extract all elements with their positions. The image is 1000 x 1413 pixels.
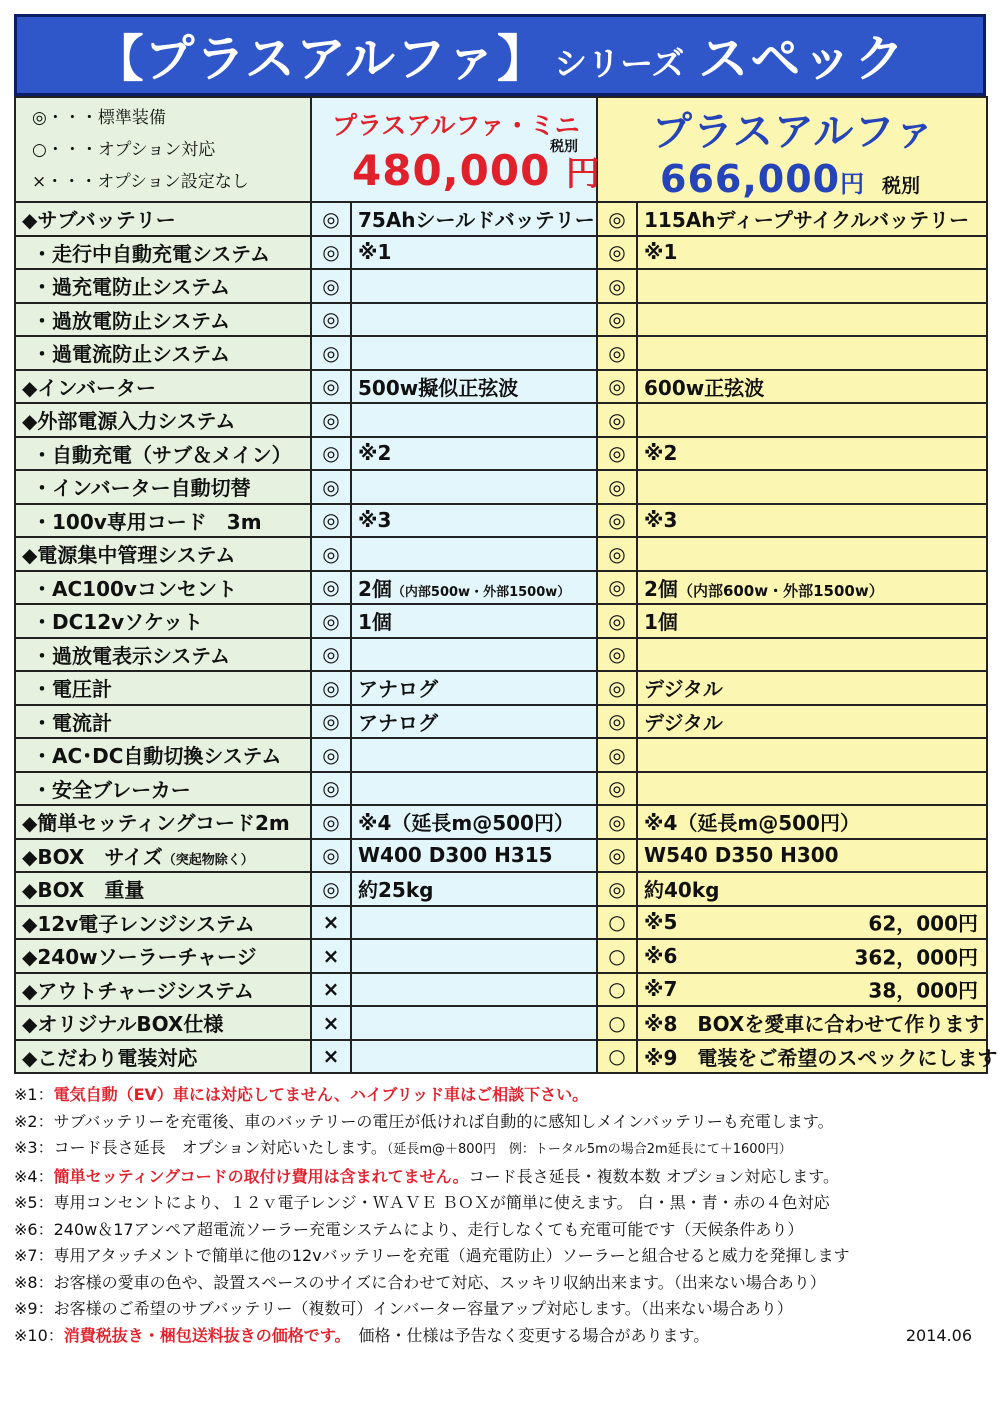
- mini-mark: ◎: [311, 671, 351, 705]
- spec-sheet: [14, 14, 998, 1349]
- mini-value: 2個（内部500w・外部1500w）: [351, 571, 597, 605]
- table-row: [15, 738, 987, 772]
- mini-mark: ◎: [311, 772, 351, 806]
- mini-mark: ◎: [311, 269, 351, 303]
- mini-mark: ◎: [311, 738, 351, 772]
- mini-value: [351, 906, 597, 940]
- alpha-value: [637, 537, 987, 571]
- mini-mark: ◎: [311, 638, 351, 672]
- alpha-mark: ◎: [597, 236, 637, 270]
- legend-option: ○・・・オプション対応: [32, 140, 216, 160]
- row-label: ・インバーター自動切替: [15, 470, 311, 504]
- alpha-value: デジタル: [637, 705, 987, 739]
- table-row: [15, 370, 987, 404]
- alpha-tax: 税別: [882, 175, 921, 197]
- issue-date: 2014.06: [905, 1325, 972, 1345]
- alpha-value: [637, 638, 987, 672]
- alpha-mark: ◎: [597, 437, 637, 471]
- row-label: ◆インバーター: [15, 370, 311, 404]
- mini-mark: ◎: [311, 537, 351, 571]
- alpha-price: 666,000円: [660, 157, 866, 201]
- table-row: [15, 772, 987, 806]
- alpha-value: 2個（内部600w・外部1500w）: [637, 571, 987, 605]
- table-row: [15, 906, 987, 940]
- alpha-value: [637, 336, 987, 370]
- alpha-mark: ◎: [597, 571, 637, 605]
- row-label: ◆外部電源入力システム: [15, 403, 311, 437]
- mini-mark: ◎: [311, 839, 351, 873]
- row-label: ・DC12vソケット: [15, 604, 311, 638]
- row-label: ◆アウトチャージシステム: [15, 973, 311, 1007]
- legend-standard: ◎・・・標準装備: [32, 108, 166, 128]
- table-row: [15, 403, 987, 437]
- page-title: [14, 14, 986, 96]
- row-label: ・過充電防止システム: [15, 269, 311, 303]
- alpha-value: [637, 470, 987, 504]
- footnote: ※10：消費税抜き・梱包送料抜きの価格です。 価格・仕様は予告なく変更する場合があります。 2014.06: [14, 1323, 986, 1350]
- alpha-value: ※2: [637, 437, 987, 471]
- footnote: ※4：簡単セッティングコードの取付け費用は含まれてません。コード長さ延長・複数本数 オプション対応します。: [14, 1166, 840, 1186]
- mini-mark: ◎: [311, 370, 351, 404]
- table-row: [15, 470, 987, 504]
- mini-mark: ◎: [311, 470, 351, 504]
- row-label: ◆簡単セッティングコード2m: [15, 805, 311, 839]
- title-sub: シリーズ: [554, 43, 685, 83]
- row-label: ◆オリジナルBOX仕様: [15, 1006, 311, 1040]
- row-label: ・電圧計: [15, 671, 311, 705]
- alpha-value: [637, 403, 987, 437]
- alpha-value: ※7 38，000円: [637, 973, 987, 1007]
- alpha-mark: ○: [597, 939, 637, 973]
- alpha-mark: ◎: [597, 705, 637, 739]
- mini-mark: ◎: [311, 571, 351, 605]
- mini-mark: ×: [311, 1006, 351, 1040]
- alpha-mark: ◎: [597, 872, 637, 906]
- footnote: ※9：お客様のご希望のサブバッテリー（複数可）インバーター容量アップ対応します。（出来ない場合あり）: [14, 1299, 793, 1318]
- alpha-value: ※9 電装をご希望のスペックにします: [637, 1040, 987, 1074]
- table-row: [15, 336, 987, 370]
- mini-value: 75Ahシールドバッテリー: [351, 202, 597, 236]
- alpha-mark: ○: [597, 1040, 637, 1074]
- alpha-value: [637, 772, 987, 806]
- option-price: 38，000円: [868, 978, 979, 1003]
- mini-value: [351, 403, 597, 437]
- row-label: ・過放電表示システム: [15, 638, 311, 672]
- row-label: ・100v専用コード 3m: [15, 504, 311, 538]
- mini-value: ※2: [351, 437, 597, 471]
- row-label: ◆12v電子レンジシステム: [15, 906, 311, 940]
- table-row: [15, 1040, 987, 1074]
- table-row: [15, 638, 987, 672]
- alpha-mark: ◎: [597, 336, 637, 370]
- footnote: ※2：サブバッテリーを充電後、車のバッテリーの電圧が低ければ自動的に感知しメインバッテリーも充電します。: [14, 1111, 834, 1131]
- alpha-mark: ◎: [597, 470, 637, 504]
- alpha-value: [637, 269, 987, 303]
- row-label: ・安全ブレーカー: [15, 772, 311, 806]
- alpha-value: ※5 62，000円: [637, 906, 987, 940]
- row-label: ・自動充電（サブ＆メイン）: [15, 437, 311, 471]
- mini-value: [351, 303, 597, 337]
- spec-table: [14, 96, 998, 1074]
- mini-mark: ◎: [311, 604, 351, 638]
- mini-tax: 税別: [550, 139, 579, 155]
- mini-value: [351, 939, 597, 973]
- mini-value: [351, 537, 597, 571]
- table-row: [15, 805, 987, 839]
- alpha-header: [597, 97, 987, 202]
- table-row: [15, 303, 987, 337]
- option-price: 62，000円: [868, 911, 979, 936]
- alpha-value: 600w正弦波: [637, 370, 987, 404]
- table-row: [15, 705, 987, 739]
- mini-mark: ◎: [311, 403, 351, 437]
- legend-cell: [15, 97, 311, 202]
- footnote: ※8：お客様の愛車の色や、設置スペースのサイズに合わせて対応、スッキリ収納出来ます。（出来ない場合あり）: [14, 1272, 826, 1292]
- row-label: ◆BOX サイズ（突起物除く）: [15, 839, 311, 873]
- mini-value: [351, 973, 597, 1007]
- table-row: [15, 571, 987, 605]
- mini-value: W400 D300 H315: [351, 839, 597, 873]
- title-end: スペック: [698, 30, 907, 88]
- table-row: [15, 269, 987, 303]
- table-row: [15, 604, 987, 638]
- mini-price: 480,000 円: [352, 146, 601, 195]
- mini-value: 1個: [351, 604, 597, 638]
- mini-value: アナログ: [351, 705, 597, 739]
- alpha-value: 約40kg: [637, 872, 987, 906]
- mini-value: ※4（延長m@500円）: [351, 805, 597, 839]
- mini-value: [351, 1040, 597, 1074]
- table-row: [15, 236, 987, 270]
- row-label: ・AC･DC自動切換システム: [15, 738, 311, 772]
- mini-name: プラスアルファ・ミニ: [332, 111, 580, 140]
- mini-value: [351, 638, 597, 672]
- option-price: 362，000円: [854, 945, 979, 970]
- row-label: ◆こだわり電装対応: [15, 1040, 311, 1074]
- alpha-mark: ◎: [597, 370, 637, 404]
- mini-value: [351, 738, 597, 772]
- row-label: ・過放電防止システム: [15, 303, 311, 337]
- mini-value: [351, 269, 597, 303]
- alpha-mark: ◎: [597, 202, 637, 236]
- alpha-mark: ◎: [597, 772, 637, 806]
- mini-mark: ◎: [311, 705, 351, 739]
- table-row: [15, 437, 987, 471]
- mini-value: ※3: [351, 504, 597, 538]
- alpha-mark: ◎: [597, 604, 637, 638]
- table-row: [15, 839, 987, 873]
- table-row: [15, 671, 987, 705]
- alpha-mark: ◎: [597, 638, 637, 672]
- alpha-value: [637, 738, 987, 772]
- alpha-mark: ◎: [597, 403, 637, 437]
- mini-mark: ◎: [311, 805, 351, 839]
- row-label: ・過電流防止システム: [15, 336, 311, 370]
- footnote: ※5：専用コンセントにより、１２ｖ電子レンジ・ＷＡＶＥ ＢＯＸが簡単に使えます。 白・黒・青・赤の４色対応: [14, 1193, 830, 1212]
- legend-none: ×・・・オプション設定なし: [32, 172, 249, 192]
- alpha-mark: ◎: [597, 269, 637, 303]
- alpha-mark: ◎: [597, 805, 637, 839]
- mini-mark: ◎: [311, 872, 351, 906]
- title-main: 【プラスアルファ】: [93, 30, 549, 88]
- row-label: ◆サブバッテリー: [15, 202, 311, 236]
- alpha-value: [637, 303, 987, 337]
- mini-header: [311, 97, 601, 202]
- alpha-mark: ◎: [597, 839, 637, 873]
- alpha-value: ※1: [637, 236, 987, 270]
- mini-value: ※1: [351, 236, 597, 270]
- row-label: ・AC100vコンセント: [15, 571, 311, 605]
- header-row: [15, 97, 987, 202]
- mini-mark: ×: [311, 939, 351, 973]
- alpha-value: ※6 362，000円: [637, 939, 987, 973]
- table-row: [15, 872, 987, 906]
- alpha-mark: ◎: [597, 671, 637, 705]
- table-row: [15, 973, 987, 1007]
- mini-value: [351, 772, 597, 806]
- alpha-value: ※3: [637, 504, 987, 538]
- notes: [14, 1082, 986, 1349]
- mini-mark: ×: [311, 1040, 351, 1074]
- alpha-mark: ○: [597, 906, 637, 940]
- alpha-value: ※8 BOXを愛車に合わせて作ります: [637, 1006, 987, 1040]
- mini-value: [351, 1006, 597, 1040]
- footnote: ※7：専用アタッチメントで簡単に他の12vバッテリーを充電（過充電防止）ソーラーと組合せると威力を発揮します: [14, 1246, 850, 1265]
- alpha-value: 115Ahディープサイクルバッテリー: [637, 202, 987, 236]
- alpha-value: 1個: [637, 604, 987, 638]
- mini-value: [351, 470, 597, 504]
- footnote: ※3：コード長さ延長 オプション対応いたします。（延長m@＋800円 例：トータル5mの場合2m延長にて＋1600円）: [14, 1138, 792, 1157]
- mini-mark: ◎: [311, 303, 351, 337]
- mini-value: 500w擬似正弦波: [351, 370, 597, 404]
- table-row: [15, 202, 987, 236]
- row-label: ◆240wソーラーチャージ: [15, 939, 311, 973]
- table-row: [15, 504, 987, 538]
- mini-mark: ×: [311, 973, 351, 1007]
- mini-value: アナログ: [351, 671, 597, 705]
- row-label: ・走行中自動充電システム: [15, 236, 311, 270]
- alpha-mark: ○: [597, 973, 637, 1007]
- alpha-mark: ◎: [597, 537, 637, 571]
- alpha-value: デジタル: [637, 671, 987, 705]
- mini-value: 約25kg: [351, 872, 597, 906]
- footnote: ※1：電気自動（EV）車には対応してません、ハイブリッド車はご相談下さい。: [14, 1085, 589, 1104]
- row-label: ・電流計: [15, 705, 311, 739]
- alpha-mark: ◎: [597, 504, 637, 538]
- table-row: [15, 939, 987, 973]
- row-label: ◆電源集中管理システム: [15, 537, 311, 571]
- alpha-name: プラスアルファ: [652, 109, 936, 155]
- mini-mark: ◎: [311, 236, 351, 270]
- alpha-mark: ◎: [597, 303, 637, 337]
- mini-value: [351, 336, 597, 370]
- footnote: ※6：240w＆17アンペア超電流ソーラー充電システムにより、走行しなくても充電可能です（天候条件あり）: [14, 1219, 804, 1239]
- mini-mark: ◎: [311, 437, 351, 471]
- table-row: [15, 1006, 987, 1040]
- alpha-value: W540 D350 H300: [637, 839, 987, 873]
- row-label: ◆BOX 重量: [15, 872, 311, 906]
- alpha-value: ※4（延長m@500円）: [637, 805, 987, 839]
- mini-mark: ×: [311, 906, 351, 940]
- mini-mark: ◎: [311, 202, 351, 236]
- mini-mark: ◎: [311, 504, 351, 538]
- alpha-mark: ○: [597, 1006, 637, 1040]
- alpha-mark: ◎: [597, 738, 637, 772]
- mini-mark: ◎: [311, 336, 351, 370]
- table-row: [15, 537, 987, 571]
